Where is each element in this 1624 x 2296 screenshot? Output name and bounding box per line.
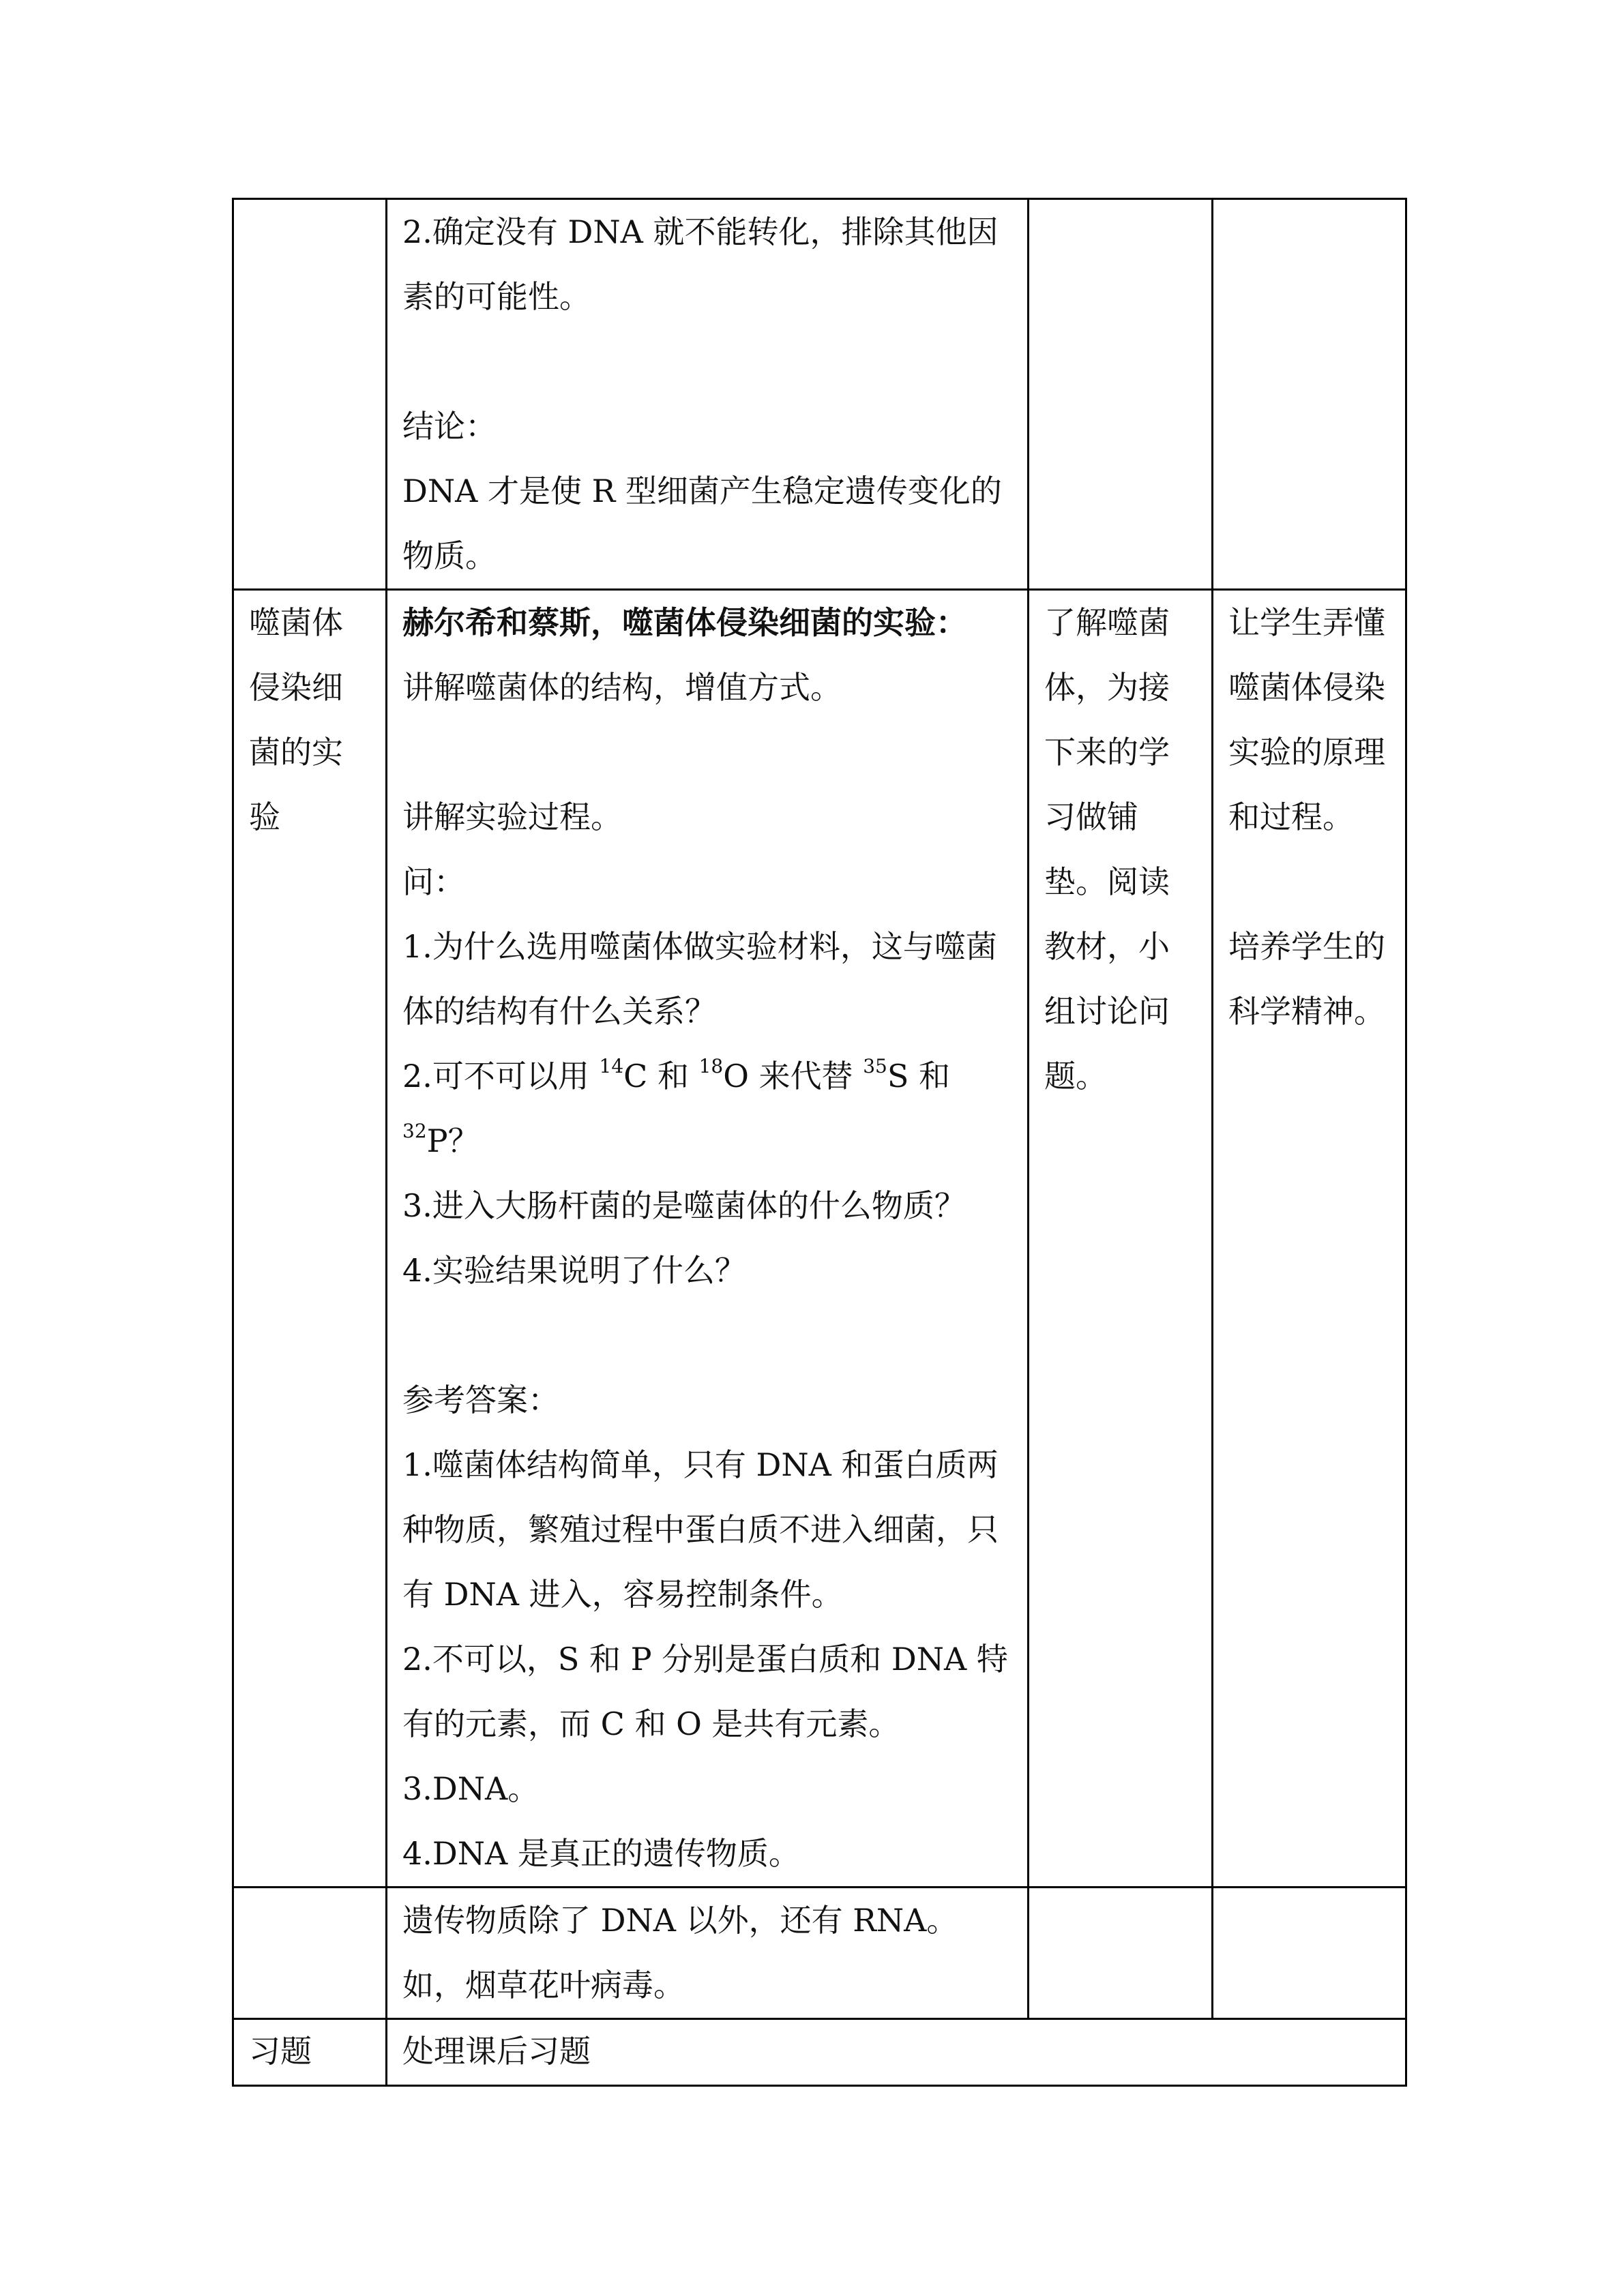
question-4: 4.实验结果说明了什么？ [402, 1252, 746, 1289]
content-cell [387, 199, 1029, 590]
content-cell [387, 1888, 1029, 2019]
topic-text: 噬菌体侵染细菌的实验 [249, 604, 343, 835]
table-row [233, 199, 1406, 590]
content-line: 2.确定没有 DNA 就不能转化，排除其他因 [402, 213, 999, 250]
lesson-plan-table [232, 198, 1407, 2087]
isotope-mass: 14 [599, 1055, 624, 1077]
content-line [402, 329, 1012, 394]
answer-1: 1.噬菌体结构简单，只有 DNA 和蛋白质两种物质，繁殖过程中蛋白质不进入细菌，只有 DNA 进入，容易控制条件。 [402, 1446, 999, 1613]
content-text: 处理课后习题 [402, 2033, 591, 2070]
answer-3: 3.DNA。 [402, 1770, 540, 1807]
question-1: 1.为什么选用噬菌体做实验材料，这与噬菌体的结构有什么关系？ [402, 928, 997, 1030]
design-intent-text: 培养学生的科学精神。 [1228, 928, 1385, 1030]
content-line: 如，烟草花叶病毒。 [402, 1967, 685, 2003]
topic-cell [233, 1888, 387, 2019]
content-line: 讲解噬菌体的结构，增值方式。 [402, 669, 842, 706]
student-activity-cell [1029, 1888, 1213, 2019]
design-intent-cell [1213, 1888, 1406, 2019]
content-line: 物质。 [402, 537, 497, 574]
blank-line [402, 720, 1012, 785]
blank-line [1228, 850, 1390, 914]
content-cell [387, 590, 1029, 1888]
content-line: 遗传物质除了 DNA 以外，还有 RNA。 [402, 1902, 958, 1939]
answer-label: 参考答案： [402, 1382, 559, 1418]
content-line: DNA 才是使 R 型细菌产生稳定遗传变化的 [402, 473, 1002, 509]
isotope-mass: 35 [863, 1055, 887, 1077]
isotope-mass: 18 [698, 1055, 724, 1077]
topic-cell [233, 199, 387, 590]
table-row [233, 1888, 1406, 2019]
section-heading: 赫尔希和蔡斯，噬菌体侵染细菌的实验： [402, 604, 967, 641]
design-intent-cell [1213, 590, 1406, 1888]
topic-cell [233, 2019, 387, 2086]
topic-text: 习题 [249, 2033, 312, 2070]
blank-line [402, 1303, 1012, 1368]
content-line: 结论： [402, 408, 497, 445]
content-line: 讲解实验过程。 [402, 799, 622, 835]
question-2: 2.可不可以用 $^{14}$C 和 $^{18}$O 来代替 $^{35}$S 和 $^{32}$P？ [402, 1055, 950, 1159]
answer-2: 2.不可以，S 和 P 分别是蛋白质和 DNA 特有的元素，而 C 和 O 是共有元素。 [402, 1641, 1008, 1742]
student-activity-cell [1029, 590, 1213, 1888]
answer-4: 4.DNA 是真正的遗传物质。 [402, 1835, 800, 1872]
design-intent-text: 让学生弄懂噬菌体侵染实验的原理和过程。 [1228, 604, 1385, 835]
content-cell [387, 2019, 1406, 2086]
table-row [233, 590, 1406, 1888]
content-line: 问： [402, 863, 465, 900]
content-line: 素的可能性。 [402, 278, 591, 315]
design-intent-cell [1213, 199, 1406, 590]
student-activity-text: 了解噬菌体，为接下来的学习做铺垫。阅读教材，小组讨论问题。 [1044, 604, 1170, 1094]
topic-cell [233, 590, 387, 1888]
question-3: 3.进入大肠杆菌的是噬菌体的什么物质？ [402, 1187, 966, 1224]
isotope-mass: 32 [402, 1120, 427, 1142]
table-row [233, 2019, 1406, 2086]
student-activity-cell [1029, 199, 1213, 590]
